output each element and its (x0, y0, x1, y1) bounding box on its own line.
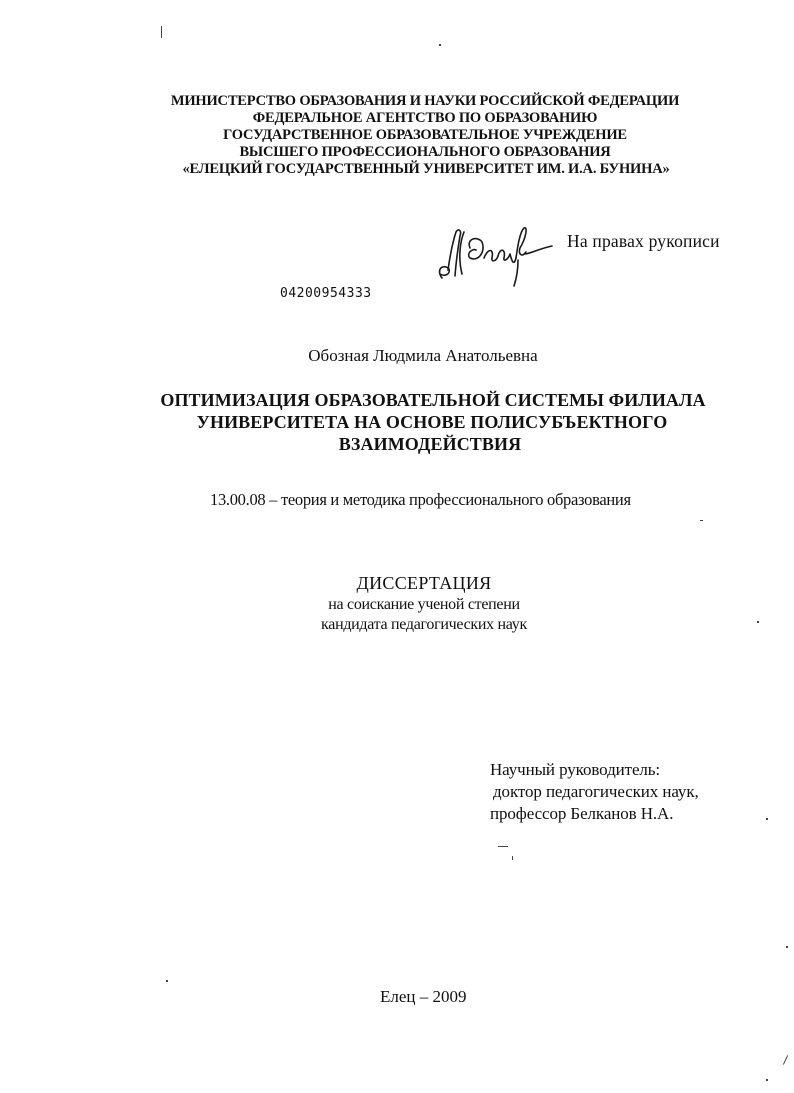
city-year: Елец – 2009 (380, 987, 467, 1006)
header-line: ГОСУДАРСТВЕННОЕ ОБРАЗОВАТЕЛЬНОЕ УЧРЕЖДЕНИЕ (223, 127, 627, 143)
header-line: МИНИСТЕРСТВО ОБРАЗОВАНИЯ И НАУКИ РОССИЙСКОЙ ФЕДЕРАЦИИ (170, 93, 680, 109)
scan-speck (498, 846, 508, 847)
scan-speck (700, 520, 703, 521)
scan-speck (766, 1079, 768, 1081)
header-line: ВЫСШЕГО ПРОФЕССИОНАЛЬНОГО ОБРАЗОВАНИЯ (239, 144, 611, 160)
scan-speck (757, 621, 759, 623)
scan-speck (166, 980, 168, 982)
scan-speck (783, 1055, 788, 1064)
header-line: «ЕЛЕЦКИЙ ГОСУДАРСТВЕННЫЙ УНИВЕРСИТЕТ ИМ. И.А. БУНИНА» (182, 161, 670, 177)
degree-line: на соискание ученой степени (328, 596, 520, 613)
document-type-heading: ДИССЕРТАЦИЯ (356, 573, 492, 593)
degree-line: кандидата педагогических наук (321, 616, 527, 633)
scan-speck (786, 946, 788, 948)
supervisor-label: Научный руководитель: (490, 760, 661, 779)
rights-note: На правах рукописи (567, 231, 720, 251)
title-line: ОПТИМИЗАЦИЯ ОБРАЗОВАТЕЛЬНОЙ СИСТЕМЫ ФИЛИАЛА (160, 390, 706, 410)
scan-speck (766, 818, 768, 820)
header-line: ФЕДЕРАЛЬНОЕ АГЕНТСТВО ПО ОБРАЗОВАНИЮ (252, 110, 598, 126)
specialty-code: 13.00.08 – теория и методика профессионального образования (210, 490, 631, 509)
supervisor-name: профессор Белканов Н.А. (490, 804, 674, 823)
scan-speck (161, 26, 162, 38)
title-line: ВЗАИМОДЕЙСТВИЯ (338, 434, 522, 454)
inventory-number: 04200954333 (280, 286, 372, 301)
author-name: Обозная Людмила Анатольевна (308, 346, 538, 365)
scan-speck (512, 856, 513, 860)
author-signature (428, 218, 558, 290)
supervisor-degree: доктор педагогических наук, (493, 782, 699, 801)
scan-speck (439, 44, 441, 46)
title-line: УНИВЕРСИТЕТА НА ОСНОВЕ ПОЛИСУБЪЕКТНОГО (196, 412, 668, 432)
